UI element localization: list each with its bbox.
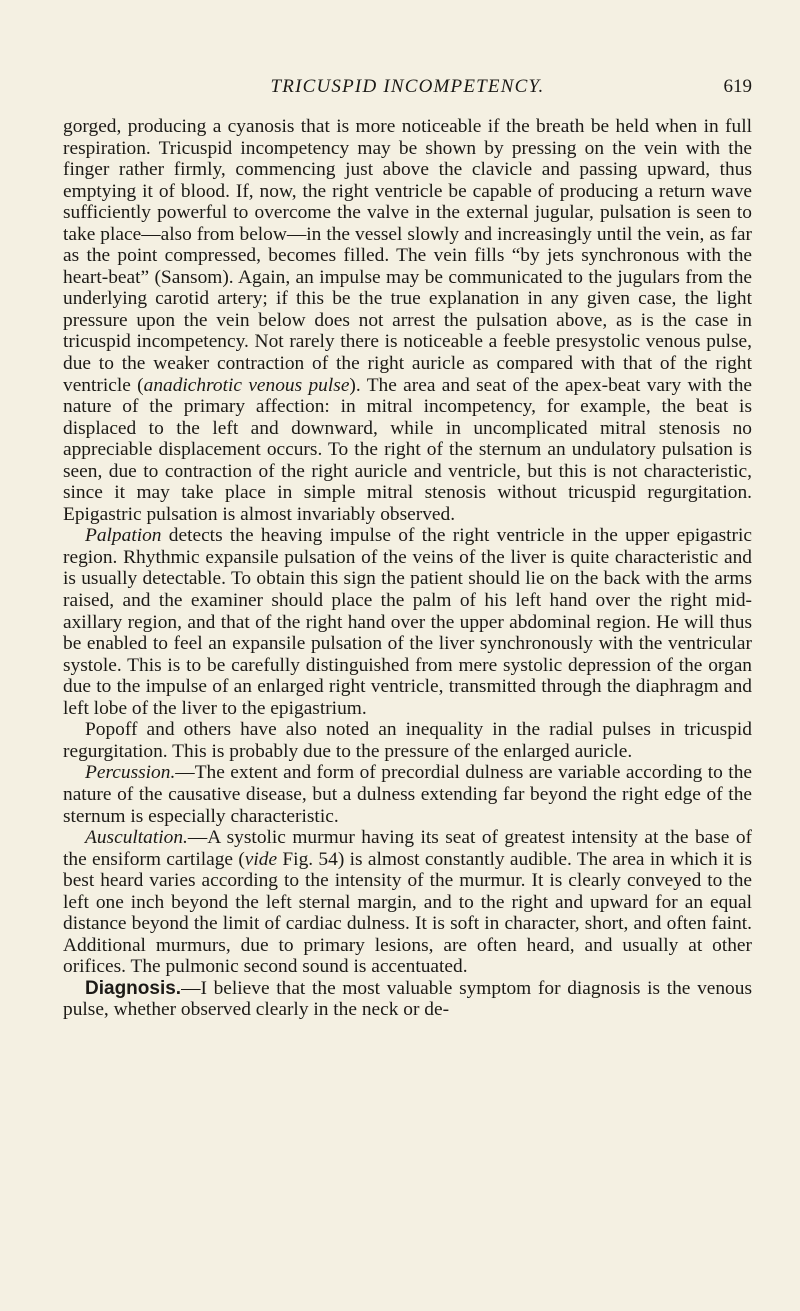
section-heading-diagnosis: Diagnosis. — [85, 977, 182, 999]
text-run: —I believe that the most valuable symptom for diagnosis is the venous pulse, whether observed clearly in the neck or de- — [63, 977, 752, 1021]
page-number: 619 — [723, 76, 752, 97]
paragraph-diagnosis — [63, 978, 752, 1021]
text-run: Popoff and others have also noted an inequality in the radial pulses in tricuspid regurgitation. This is probably due to the pressure of the enlarged auricle. — [63, 719, 752, 762]
text-run: gorged, producing a cyanosis that is more noticeable if the breath be held when in full respiration. Tricuspid incompetency may be shown by pressing on the vein with the finger rather firmly, commencing just above the clavicle and passing upward, thus emptying it of blood. If, now, the right ventricle be capable of producing a return wave sufficiently powerful to overcome the valve in the external jugular, pulsation is seen to take place—also from below—in the vessel slowly and increasingly until the vein, as far as the point compressed, becomes filled. The vein fills “by jets synchronous with the heart-beat” (Sansom). Again, an impulse may be communicated to the jugulars from the underlying carotid artery; if this be the true explanation in any given case, the light pressure upon the vein below does not arrest the pulsation above, as is the case in tricuspid incompetency. Not rarely there is noticeable a feeble presystolic venous pulse, due to the weaker contraction of the right auricle as compared with that of the right ventricle ( — [63, 116, 752, 396]
text-run: —A systolic murmur having its seat of greatest intensity at the base of the ensiform cartilage ( — [63, 827, 752, 870]
paragraph-venous-pulse — [63, 116, 752, 525]
running-head — [63, 76, 752, 102]
italic-term: anadichrotic venous pulse — [143, 374, 350, 396]
paragraph-palpation — [63, 525, 752, 719]
text-run: ). The area and seat of the apex-beat vary with the nature of the primary affection: in mitral incompetency, for example, the beat is displaced to the left and downward, while in uncomplicated mitral stenosis no appreciable displacement occurs. To the right of the sternum an undulatory pulsation is seen, due to contraction of the right auricle and ventricle, but this is not characteristic, since it may take place in simple mitral stenosis without tricuspid regurgitation. Epigastric pulsation is almost invariably observed. — [63, 374, 752, 525]
running-title: TRICUSPID INCOMPETENCY. — [270, 76, 545, 97]
paragraph-percussion — [63, 762, 752, 827]
body-text — [63, 116, 752, 1021]
text-run: Fig. 54) is almost constantly audible. The area in which it is best heard varies according to the intensity of the murmur. It is clearly conveyed to the left one inch beyond the left sternal margin, and to the right and upward for an equal distance beyond the limit of cardiac dulness. It is soft in character, short, and often faint. Additional murmurs, due to primary lesions, are often heard, and usually at other orifices. The pulmonic second sound is accentuated. — [63, 848, 753, 978]
text-run: —The extent and form of precordial dulness are variable according to the nature of the causative disease, but a dulness extending far beyond the right edge of the sternum is especially characteristic. — [63, 762, 752, 827]
italic-term: vide — [244, 848, 278, 870]
section-heading-palpation: Palpation — [85, 525, 162, 547]
paragraph-auscultation — [63, 827, 752, 978]
paragraph-popoff — [63, 719, 752, 762]
section-heading-percussion: Percussion. — [85, 762, 176, 784]
section-heading-auscultation: Auscultation. — [85, 827, 188, 849]
text-run: detects the heaving impulse of the right ventricle in the upper epigastric region. Rhythmic expansile pulsation of the veins of the liver is quite characteristic and is usually detectable. To obtain this sign the patient should lie on the back with the arms raised, and the examiner should place the palm of his left hand over the right mid-axillary region, and that of the right hand over the upper abdominal region. He will thus be enabled to feel an expansile pulsation of the liver synchronously with the ventricular systole. This is to be carefully distinguished from mere systolic depression of the organ due to the impulse of an enlarged right ventricle, transmitted through the diaphragm and left lobe of the liver to the epigastrium. — [63, 525, 752, 719]
